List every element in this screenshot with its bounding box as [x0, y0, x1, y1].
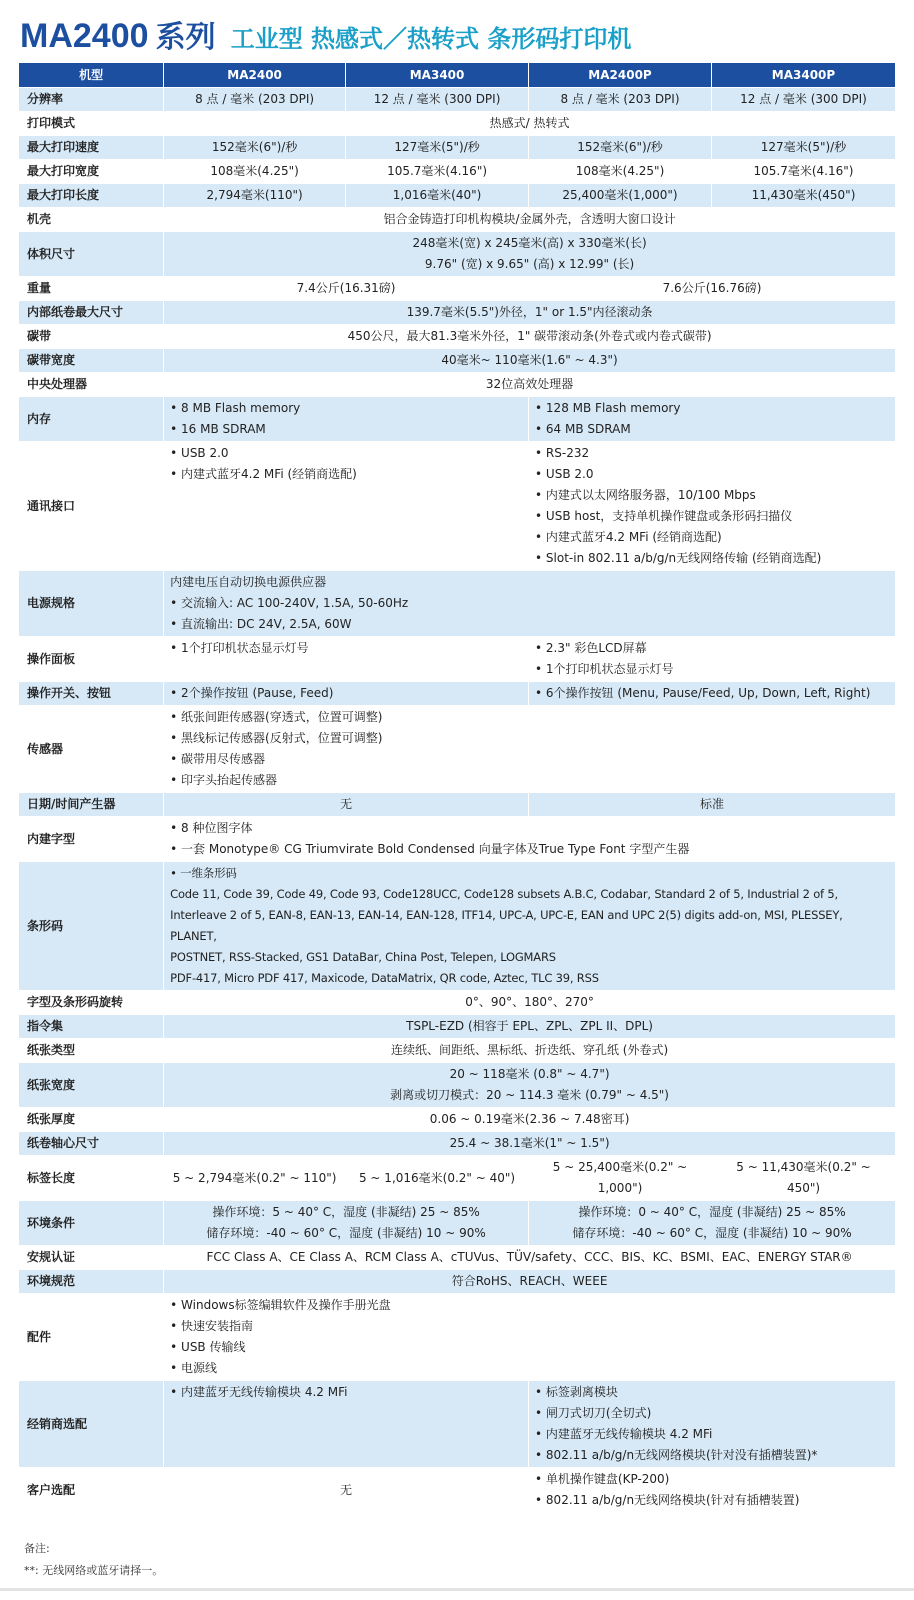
text-line: • 16 MB SDRAM — [170, 422, 266, 436]
spec-table — [18, 62, 896, 1513]
header-model-ma3400: MA3400 — [346, 63, 529, 88]
cell-value: 108毫米(4.25") — [164, 160, 346, 184]
cell-value: 5 ~ 25,400毫米(0.2" ~ 1,000") — [529, 1156, 712, 1201]
row-label: 通讯接口 — [19, 442, 164, 571]
cell-value — [164, 1063, 896, 1108]
row-label: 操作面板 — [19, 637, 164, 682]
row-label: 内存 — [19, 397, 164, 442]
text-line: • USB 2.0 — [535, 467, 594, 481]
row-dealer-options — [19, 1381, 896, 1468]
cell-value: 25.4 ~ 38.1毫米(1" ~ 1.5") — [164, 1132, 896, 1156]
bottom-divider — [0, 1588, 914, 1591]
header-model-ma2400p: MA2400P — [529, 63, 712, 88]
cell-value: 127毫米(5")/秒 — [711, 136, 895, 160]
row-cpu — [19, 373, 896, 397]
row-print-mode — [19, 112, 896, 136]
cell-value: 8 点 / 毫米 (203 DPI) — [529, 88, 712, 112]
cell-value: TSPL-EZD (相容于 EPL、ZPL、ZPL II、DPL) — [164, 1015, 896, 1039]
row-media-width — [19, 1063, 896, 1108]
cell-value: 40毫米~ 110毫米(1.6" ~ 4.3") — [164, 349, 896, 373]
row-fonts — [19, 817, 896, 862]
row-power — [19, 571, 896, 637]
cell-value — [529, 637, 896, 682]
row-ribbon — [19, 325, 896, 349]
cell-value: 5 ~ 1,016毫米(0.2" ~ 40") — [346, 1156, 529, 1201]
cell-value — [164, 1381, 529, 1468]
row-label: 指令集 — [19, 1015, 164, 1039]
text-line: 剥离或切刀模式：20 ~ 114.3 毫米 (0.79" ~ 4.5") — [390, 1088, 669, 1102]
row-label: 体积尺寸 — [19, 232, 164, 277]
cell-value — [529, 397, 896, 442]
header-model-ma3400p: MA3400P — [711, 63, 895, 88]
row-label: 纸张宽度 — [19, 1063, 164, 1108]
cell-value: 无 — [164, 1468, 529, 1513]
row-label: 中央处理器 — [19, 373, 164, 397]
row-label: 电源规格 — [19, 571, 164, 637]
row-max-width — [19, 160, 896, 184]
text-line: • 闸刀式切刀(全切式) — [535, 1406, 652, 1420]
row-buttons — [19, 682, 896, 706]
cell-value — [164, 571, 896, 637]
row-label: 经销商选配 — [19, 1381, 164, 1468]
row-rtc — [19, 793, 896, 817]
row-memory — [19, 397, 896, 442]
row-barcode — [19, 862, 896, 991]
cell-value — [164, 817, 896, 862]
text-line: • 802.11 a/b/g/n无线网络模块(针对没有插槽装置)* — [535, 1448, 818, 1462]
row-label: 最大打印宽度 — [19, 160, 164, 184]
text-line: • Windows标签编辑软件及操作手册光盘 — [170, 1298, 391, 1312]
text-line: 20 ~ 118毫米 (0.8" ~ 4.7") — [449, 1067, 610, 1081]
row-label: 客户选配 — [19, 1468, 164, 1513]
row-panel — [19, 637, 896, 682]
cell-value: 450公尺，最大81.3毫米外径，1" 碳带滚动条(外卷式或内卷式碳带) — [164, 325, 896, 349]
cell-value — [164, 232, 896, 277]
cell-value — [529, 442, 896, 571]
row-label: 内建字型 — [19, 817, 164, 862]
text-line: 储存环境：-40 ~ 60° C，湿度 (非凝结) 10 ~ 90% — [206, 1226, 486, 1240]
cell-value: 0.06 ~ 0.19毫米(2.36 ~ 7.48密耳) — [164, 1108, 896, 1132]
row-label: 日期/时间产生器 — [19, 793, 164, 817]
title-subtitle: 工业型 热感式／热转式 条形码打印机 — [230, 25, 632, 53]
row-label: 环境条件 — [19, 1201, 164, 1246]
text-line: • 电源线 — [170, 1361, 218, 1375]
text-line: • 内建蓝牙无线传输模块 4.2 MFi — [170, 1385, 348, 1399]
cell-value: 152毫米(6")/秒 — [164, 136, 346, 160]
text-line: • 交流输入: AC 100-240V, 1.5A, 50-60Hz — [170, 596, 409, 610]
text-line: • 64 MB SDRAM — [535, 422, 631, 436]
text-line: Code 11, Code 39, Code 49, Code 93, Code128UCC, Code128 subsets A.B.C, Codabar, Standard 2 of 5, Industrial 2 of 5, — [170, 887, 838, 901]
text-line: • USB host，支持单机操作键盘或条形码扫描仪 — [535, 509, 793, 523]
cell-value — [529, 1201, 896, 1246]
cell-value: • 6个操作按钮 (Menu, Pause/Feed, Up, Down, Left, Right) — [529, 682, 896, 706]
row-rotation — [19, 991, 896, 1015]
row-max-speed — [19, 136, 896, 160]
cell-value: FCC Class A、CE Class A、RCM Class A、cTUVus、TÜV/safety、CCC、BIS、KC、BSMI、EAC、ENERGY STAR® — [164, 1246, 896, 1270]
cell-value: 7.4公斤(16.31磅) — [164, 277, 529, 301]
row-accessories — [19, 1294, 896, 1381]
text-line: • 1个打印机状态显示灯号 — [170, 641, 309, 655]
cell-value: 12 点 / 毫米 (300 DPI) — [711, 88, 895, 112]
row-media-thickness — [19, 1108, 896, 1132]
cell-value: • 2个操作按钮 (Pause, Feed) — [164, 682, 529, 706]
title-series: 系列 — [155, 21, 216, 54]
row-weight — [19, 277, 896, 301]
cell-value — [164, 397, 529, 442]
cell-value — [164, 637, 529, 682]
text-line: • 内建式以太网络服务器，10/100 Mbps — [535, 488, 756, 502]
row-label: 安规认证 — [19, 1246, 164, 1270]
cell-value: 11,430毫米(450") — [711, 184, 895, 208]
cell-value: 铝合金铸造打印机构模块/金属外壳，含透明大窗口设计 — [164, 208, 896, 232]
cell-value: 25,400毫米(1,000") — [529, 184, 712, 208]
text-line: • 1个打印机状态显示灯号 — [535, 662, 674, 676]
row-label: 内部纸卷最大尺寸 — [19, 301, 164, 325]
row-label: 打印模式 — [19, 112, 164, 136]
text-line: • 内建式蓝牙4.2 MFi (经销商选配) — [535, 530, 722, 544]
row-label: 机壳 — [19, 208, 164, 232]
row-eco — [19, 1270, 896, 1294]
row-command — [19, 1015, 896, 1039]
page-title — [20, 12, 631, 62]
row-label: 条形码 — [19, 862, 164, 991]
cell-value — [164, 706, 896, 793]
row-customer-options — [19, 1468, 896, 1513]
row-label: 最大打印长度 — [19, 184, 164, 208]
header-row — [19, 63, 896, 88]
text-line: 操作环境：5 ~ 40° C，湿度 (非凝结) 25 ~ 85% — [212, 1205, 480, 1219]
row-label: 字型及条形码旋转 — [19, 991, 164, 1015]
text-line: • RS-232 — [535, 446, 590, 460]
cell-value: 12 点 / 毫米 (300 DPI) — [346, 88, 529, 112]
cell-value: 139.7毫米(5.5")外径，1" or 1.5"内径滚动条 — [164, 301, 896, 325]
notes-text: **: 无线网络或蓝牙请择一。 — [24, 1564, 164, 1577]
cell-value: 152毫米(6")/秒 — [529, 136, 712, 160]
row-media-type — [19, 1039, 896, 1063]
text-line: • 黑线标记传感器(反射式，位置可调整) — [170, 731, 383, 745]
cell-value: 标准 — [529, 793, 896, 817]
row-label: 分辨率 — [19, 88, 164, 112]
row-resolution — [19, 88, 896, 112]
text-line: • 碳带用尽传感器 — [170, 752, 266, 766]
text-line: • 快速安装指南 — [170, 1319, 254, 1333]
row-label-length — [19, 1156, 896, 1201]
row-label: 重量 — [19, 277, 164, 301]
cell-value — [164, 442, 529, 571]
text-line: • 内建式蓝牙4.2 MFi (经销商选配) — [170, 467, 357, 481]
cell-value — [529, 1468, 896, 1513]
row-dimensions — [19, 232, 896, 277]
cell-value: 0°、90°、180°、270° — [164, 991, 896, 1015]
text-line: • 标签剥离模块 — [535, 1385, 618, 1399]
row-label: 纸张类型 — [19, 1039, 164, 1063]
cell-value — [529, 1381, 896, 1468]
cell-value: 连续纸、间距纸、黑标纸、折迭纸、穿孔纸 (外卷式) — [164, 1039, 896, 1063]
cell-value: 7.6公斤(16.76磅) — [529, 277, 896, 301]
row-label: 最大打印速度 — [19, 136, 164, 160]
row-label: 标签长度 — [19, 1156, 164, 1201]
header-label: 机型 — [19, 63, 164, 88]
text-line: • 802.11 a/b/g/n无线网络模块(针对有插槽装置) — [535, 1493, 800, 1507]
text-line: • Slot-in 802.11 a/b/g/n无线网络传输 (经销商选配) — [535, 551, 822, 565]
cell-value: 105.7毫米(4.16") — [711, 160, 895, 184]
row-environment — [19, 1201, 896, 1246]
text-line: POSTNET, RSS-Stacked, GS1 DataBar, China Post, Telepen, LOGMARS — [170, 950, 556, 964]
row-label: 纸卷轴心尺寸 — [19, 1132, 164, 1156]
cell-value — [164, 1201, 529, 1246]
cell-value: 2,794毫米(110") — [164, 184, 346, 208]
text-line: • 内建蓝牙无线传输模块 4.2 MFi — [535, 1427, 713, 1441]
row-label: 传感器 — [19, 706, 164, 793]
row-label: 配件 — [19, 1294, 164, 1381]
cell-value: 108毫米(4.25") — [529, 160, 712, 184]
row-certification — [19, 1246, 896, 1270]
row-core — [19, 1132, 896, 1156]
cell-value — [164, 862, 896, 991]
row-label: 碳带 — [19, 325, 164, 349]
cell-value: 105.7毫米(4.16") — [346, 160, 529, 184]
text-line: • 印字头抬起传感器 — [170, 773, 278, 787]
header-model-ma2400: MA2400 — [164, 63, 346, 88]
text-line: • 8 种位图字体 — [170, 821, 253, 835]
text-line: • 一维条形码 — [170, 866, 237, 880]
cell-value: 32位高效处理器 — [164, 373, 896, 397]
row-roll-size — [19, 301, 896, 325]
cell-value: 无 — [164, 793, 529, 817]
text-line: • USB 2.0 — [170, 446, 229, 460]
text-line: 储存环境：-40 ~ 60° C，湿度 (非凝结) 10 ~ 90% — [572, 1226, 852, 1240]
cell-value: 5 ~ 11,430毫米(0.2" ~ 450") — [711, 1156, 895, 1201]
row-ribbon-width — [19, 349, 896, 373]
cell-value: 5 ~ 2,794毫米(0.2" ~ 110") — [164, 1156, 346, 1201]
cell-value: 1,016毫米(40") — [346, 184, 529, 208]
row-max-length — [19, 184, 896, 208]
notes-heading: 备注: — [24, 1542, 50, 1555]
text-line: • 直流输出: DC 24V, 2.5A, 60W — [170, 617, 352, 631]
cell-value: 热感式/ 热转式 — [164, 112, 896, 136]
text-line: • USB 传输线 — [170, 1340, 246, 1354]
row-label: 碳带宽度 — [19, 349, 164, 373]
text-line: • 单机操作键盘(KP-200) — [535, 1472, 670, 1486]
row-label: 纸张厚度 — [19, 1108, 164, 1132]
text-line: 248毫米(宽) x 245毫米(高) x 330毫米(长) — [412, 236, 647, 250]
row-sensors — [19, 706, 896, 793]
cell-value — [164, 1294, 896, 1381]
row-housing — [19, 208, 896, 232]
text-line: • 2.3" 彩色LCD屏幕 — [535, 641, 647, 655]
row-label: 环境规范 — [19, 1270, 164, 1294]
row-interface — [19, 442, 896, 571]
text-line: • 8 MB Flash memory — [170, 401, 301, 415]
row-label: 操作开关、按钮 — [19, 682, 164, 706]
text-line: 内建电压自动切换电源供应器 — [170, 575, 327, 589]
title-model: MA2400 — [20, 17, 149, 55]
text-line: • 一套 Monotype® CG Triumvirate Bold Condensed 向量字体及True Type Font 字型产生器 — [170, 842, 690, 856]
text-line: Interleave 2 of 5, EAN-8, EAN-13, EAN-14, EAN-128, ITF14, UPC-A, UPC-E, EAN and UPC 2(5) digits add-on, MSI, PLESSEY, PLANET, — [170, 908, 843, 943]
cell-value: 符合RoHS、REACH、WEEE — [164, 1270, 896, 1294]
text-line: • 128 MB Flash memory — [535, 401, 681, 415]
text-line: 操作环境：0 ~ 40° C，湿度 (非凝结) 25 ~ 85% — [578, 1205, 846, 1219]
cell-value: 8 点 / 毫米 (203 DPI) — [164, 88, 346, 112]
text-line: PDF-417, Micro PDF 417, Maxicode, DataMatrix, QR code, Aztec, TLC 39, RSS — [170, 971, 599, 985]
text-line: • 纸张间距传感器(穿透式，位置可调整) — [170, 710, 383, 724]
cell-value: 127毫米(5")/秒 — [346, 136, 529, 160]
text-line: 9.76" (宽) x 9.65" (高) x 12.99" (长) — [424, 257, 635, 271]
